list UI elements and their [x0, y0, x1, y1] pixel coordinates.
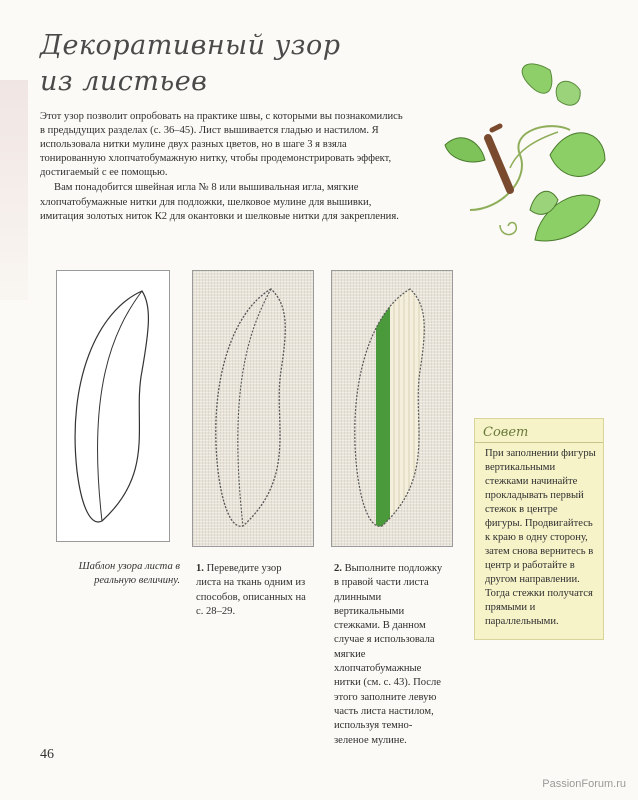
leaf-branch-illustration	[440, 60, 610, 250]
page-title: Декоративный узор из листьев	[40, 30, 341, 97]
intro-text	[40, 110, 410, 224]
traced-leaf-drawing	[193, 271, 313, 546]
step-1	[196, 562, 306, 619]
tip-box	[474, 418, 604, 640]
step-2-text: Выполните подложку в правой части листа длинными вертикальными стежками. В данном случае я использовала мягкие хлопчатобумажные нитки (см. с. 43). После этого заполните левую часть листа настилом, используя темно-зеленое мулине.	[334, 563, 443, 746]
step-1-number: 1.	[196, 563, 204, 574]
leaf-outline-drawing	[57, 271, 169, 541]
tip-text: При заполнении фигуры вертикальными стежками начинайте прокладывать первый стежок в центре фигуры. Продвигайтесь к краю в одну сторону, затем снова вернитесь в центр и работайте в другом направлении. Тогда стежки получатся прямыми и параллельными.	[485, 448, 596, 627]
embroidered-leaf-drawing	[332, 271, 452, 546]
template-caption: Шаблон узора листа в реальную величину.	[78, 561, 180, 586]
step-1-text: Переведите узор листа на ткань одним из способов, описанных на с. 28–29.	[196, 563, 306, 617]
leaf-template-panel	[56, 270, 170, 542]
fabric-traced-panel	[192, 270, 314, 547]
fabric-embroidered-panel	[331, 270, 453, 547]
watermark: PassionForum.ru	[542, 778, 626, 790]
step-2	[334, 562, 446, 748]
page-number: 46	[40, 747, 54, 762]
tip-heading: Совет	[475, 425, 603, 443]
intro-paragraph-1: Этот узор позволит опробовать на практике швы, с которыми вы познакомились в предыдущих разделах (с. 36–45). Лист вышивается гладью и настилом. Я использовала нитки мулине двух разных цветов, но в шаге 3 я взяла тонированную хлопчатобумажную нитку, чтобы продемонстрировать эффект, достигаемый с ее помощью.	[40, 111, 403, 179]
step-2-number: 2.	[334, 563, 342, 574]
decorative-edge	[0, 80, 28, 300]
intro-paragraph-2: Вам понадобится швейная игла № 8 или вышивальная игла, мягкие хлопчатобумажные нитки для подложки, шелковое мулине для вышивки, имитация золотых ниток К2 для окантовки и шелковые нитки для закрепления.	[40, 182, 399, 222]
